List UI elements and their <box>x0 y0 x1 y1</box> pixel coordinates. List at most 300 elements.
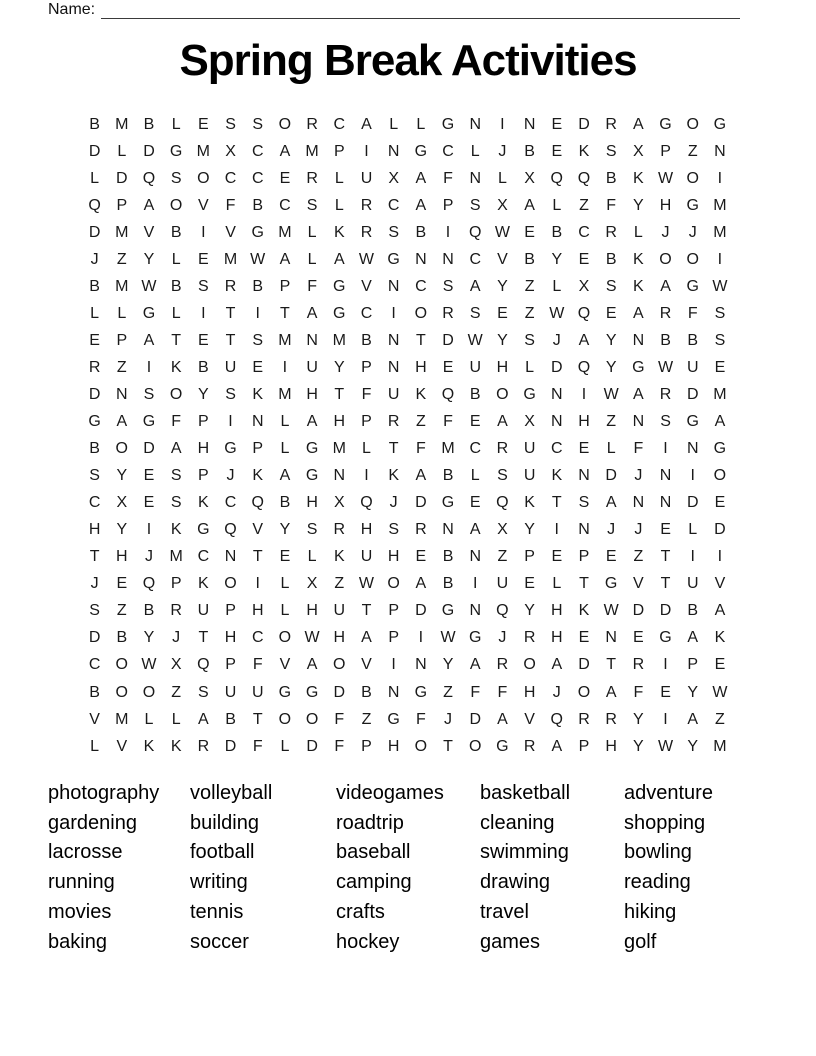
grid-cell[interactable]: N <box>387 358 400 376</box>
grid-cell[interactable]: Y <box>687 737 699 755</box>
grid-cell[interactable]: M <box>169 548 183 566</box>
grid-cell[interactable]: A <box>306 656 318 674</box>
grid-cell[interactable]: O <box>387 575 400 593</box>
grid-cell[interactable]: B <box>252 277 264 295</box>
grid-cell[interactable]: O <box>523 656 536 674</box>
grid-cell[interactable]: N <box>387 142 400 160</box>
grid-cell[interactable]: S <box>388 521 399 539</box>
grid-cell[interactable]: P <box>660 142 671 160</box>
grid-cell[interactable]: O <box>115 440 128 458</box>
grid-cell[interactable]: O <box>305 710 319 728</box>
grid-cell[interactable]: Y <box>442 656 454 674</box>
grid-cell[interactable]: S <box>442 277 454 295</box>
grid-cell[interactable]: P <box>198 413 209 431</box>
grid-cell[interactable]: A <box>551 737 563 755</box>
grid-cell[interactable]: Y <box>198 385 209 403</box>
grid-cell[interactable]: P <box>252 440 264 458</box>
grid-cell[interactable]: T <box>660 548 671 566</box>
grid-cell[interactable]: L <box>389 115 399 133</box>
grid-cell[interactable]: K <box>578 602 590 620</box>
grid-cell[interactable]: R <box>496 656 509 674</box>
grid-cell[interactable]: T <box>198 629 209 647</box>
grid-cell[interactable]: O <box>197 169 210 187</box>
grid-cell[interactable]: N <box>116 385 128 403</box>
grid-cell[interactable]: R <box>197 737 210 755</box>
grid-cell[interactable]: A <box>660 277 671 295</box>
grid-cell[interactable]: A <box>469 521 481 539</box>
grid-cell[interactable]: D <box>88 629 101 647</box>
grid-cell[interactable]: L <box>307 223 317 241</box>
grid-cell[interactable]: A <box>333 250 345 268</box>
grid-cell[interactable]: Y <box>524 602 535 620</box>
grid-cell[interactable]: M <box>196 142 210 160</box>
grid-cell[interactable]: G <box>686 413 699 431</box>
grid-cell[interactable]: N <box>632 331 645 349</box>
grid-cell[interactable]: A <box>361 115 372 133</box>
grid-cell[interactable]: O <box>686 169 699 187</box>
grid-cell[interactable]: G <box>686 277 699 295</box>
grid-cell[interactable]: N <box>686 440 699 458</box>
grid-cell[interactable]: L <box>171 710 181 728</box>
grid-cell[interactable]: K <box>333 223 345 241</box>
grid-cell[interactable]: O <box>115 683 128 701</box>
grid-cell[interactable]: Q <box>441 385 455 403</box>
grid-cell[interactable]: B <box>143 115 155 133</box>
grid-cell[interactable]: A <box>279 467 291 485</box>
grid-cell[interactable]: G <box>305 683 319 701</box>
grid-cell[interactable]: L <box>552 575 562 593</box>
grid-cell[interactable]: J <box>389 494 398 512</box>
grid-cell[interactable]: A <box>687 629 699 647</box>
grid-cell[interactable]: N <box>387 331 400 349</box>
grid-cell[interactable]: Y <box>497 277 508 295</box>
grid-cell[interactable]: C <box>88 494 101 512</box>
grid-cell[interactable]: G <box>333 304 346 322</box>
grid-cell[interactable]: M <box>115 223 129 241</box>
grid-cell[interactable]: Q <box>142 575 156 593</box>
grid-cell[interactable]: H <box>88 521 101 539</box>
grid-cell[interactable]: T <box>606 656 617 674</box>
grid-cell[interactable]: D <box>143 142 155 160</box>
grid-cell[interactable]: I <box>201 304 206 322</box>
grid-cell[interactable]: C <box>387 196 400 214</box>
grid-cell[interactable]: V <box>524 710 535 728</box>
grid-cell[interactable]: E <box>578 440 590 458</box>
grid-cell[interactable]: I <box>364 142 369 160</box>
grid-cell[interactable]: R <box>224 277 237 295</box>
grid-cell[interactable]: F <box>443 169 453 187</box>
grid-cell[interactable]: K <box>333 548 345 566</box>
grid-cell[interactable]: C <box>469 250 481 268</box>
grid-cell[interactable]: B <box>524 142 535 160</box>
grid-cell[interactable]: Q <box>88 196 101 214</box>
grid-cell[interactable]: U <box>224 683 237 701</box>
grid-cell[interactable]: B <box>660 331 671 349</box>
grid-cell[interactable]: H <box>224 629 237 647</box>
grid-cell[interactable]: O <box>224 575 237 593</box>
grid-cell[interactable]: R <box>170 602 182 620</box>
grid-cell[interactable]: R <box>415 521 427 539</box>
grid-cell[interactable]: C <box>251 629 264 647</box>
grid-cell[interactable]: B <box>442 467 454 485</box>
grid-cell[interactable]: M <box>278 331 292 349</box>
grid-cell[interactable]: O <box>414 737 428 755</box>
grid-cell[interactable]: H <box>116 548 128 566</box>
grid-cell[interactable]: N <box>469 548 481 566</box>
grid-cell[interactable]: I <box>690 467 695 485</box>
grid-cell[interactable]: J <box>552 683 561 701</box>
grid-cell[interactable]: U <box>251 683 264 701</box>
grid-cell[interactable]: F <box>307 277 317 295</box>
grid-cell[interactable]: N <box>415 656 427 674</box>
grid-cell[interactable]: D <box>714 521 726 539</box>
grid-cell[interactable]: K <box>170 737 182 755</box>
grid-cell[interactable]: H <box>659 196 672 214</box>
grid-cell[interactable]: H <box>197 440 210 458</box>
grid-cell[interactable]: X <box>225 142 236 160</box>
grid-cell[interactable]: A <box>469 656 481 674</box>
grid-cell[interactable]: F <box>443 413 453 431</box>
grid-cell[interactable]: V <box>361 277 372 295</box>
grid-cell[interactable]: Y <box>279 521 291 539</box>
grid-cell[interactable]: R <box>333 521 346 539</box>
grid-cell[interactable]: J <box>634 467 643 485</box>
grid-cell[interactable]: A <box>116 413 128 431</box>
grid-cell[interactable]: P <box>442 196 454 214</box>
grid-cell[interactable]: E <box>578 250 590 268</box>
grid-cell[interactable]: H <box>415 358 427 376</box>
grid-cell[interactable]: L <box>362 440 371 458</box>
grid-cell[interactable]: Z <box>415 413 426 431</box>
grid-cell[interactable]: S <box>143 385 155 403</box>
grid-cell[interactable]: P <box>578 548 590 566</box>
grid-cell[interactable]: Y <box>633 196 644 214</box>
grid-cell[interactable]: D <box>415 602 427 620</box>
grid-cell[interactable]: X <box>524 169 535 187</box>
grid-cell[interactable]: D <box>88 385 101 403</box>
grid-cell[interactable]: M <box>713 196 727 214</box>
grid-cell[interactable]: I <box>418 629 424 647</box>
grid-cell[interactable]: C <box>333 115 346 133</box>
grid-cell[interactable]: N <box>387 683 400 701</box>
grid-cell[interactable]: Z <box>606 413 617 431</box>
grid-cell[interactable]: Z <box>579 196 589 214</box>
grid-cell[interactable]: M <box>713 223 727 241</box>
grid-cell[interactable]: W <box>603 602 619 620</box>
grid-cell[interactable]: G <box>468 629 482 647</box>
grid-cell[interactable]: X <box>578 277 590 295</box>
grid-cell[interactable]: B <box>551 223 563 241</box>
grid-cell[interactable]: A <box>469 277 481 295</box>
grid-cell[interactable]: J <box>144 548 153 566</box>
grid-cell[interactable]: S <box>497 467 508 485</box>
grid-cell[interactable]: N <box>714 142 726 160</box>
grid-cell[interactable]: I <box>201 223 206 241</box>
grid-cell[interactable]: D <box>578 115 590 133</box>
grid-cell[interactable]: G <box>169 142 183 160</box>
grid-cell[interactable]: J <box>634 521 643 539</box>
grid-cell[interactable]: L <box>525 358 535 376</box>
grid-cell[interactable]: Z <box>361 710 372 728</box>
grid-cell[interactable]: J <box>172 629 181 647</box>
grid-cell[interactable]: E <box>660 683 671 701</box>
grid-cell[interactable]: G <box>278 683 292 701</box>
grid-cell[interactable]: Q <box>496 494 509 512</box>
grid-cell[interactable]: O <box>686 250 699 268</box>
grid-cell[interactable]: L <box>171 250 181 268</box>
grid-cell[interactable]: Y <box>605 358 617 376</box>
grid-cell[interactable]: H <box>387 548 400 566</box>
grid-cell[interactable]: A <box>361 629 372 647</box>
grid-cell[interactable]: T <box>225 331 236 349</box>
grid-cell[interactable]: M <box>305 142 319 160</box>
grid-cell[interactable]: M <box>223 250 238 268</box>
grid-cell[interactable]: I <box>717 250 723 268</box>
grid-cell[interactable]: L <box>307 548 317 566</box>
grid-cell[interactable]: I <box>663 656 668 674</box>
grid-cell[interactable]: K <box>714 629 726 647</box>
grid-cell[interactable]: S <box>605 277 617 295</box>
grid-cell[interactable]: E <box>524 575 535 593</box>
grid-cell[interactable]: N <box>632 494 645 512</box>
grid-cell[interactable]: U <box>306 358 318 376</box>
grid-cell[interactable]: O <box>468 737 482 755</box>
grid-cell[interactable]: W <box>549 304 565 322</box>
grid-cell[interactable]: N <box>224 548 237 566</box>
grid-cell[interactable]: Y <box>333 358 345 376</box>
grid-cell[interactable]: B <box>89 115 100 133</box>
grid-cell[interactable]: D <box>659 602 672 620</box>
grid-cell[interactable]: B <box>89 683 100 701</box>
grid-cell[interactable]: Z <box>497 548 508 566</box>
grid-cell[interactable]: H <box>333 629 346 647</box>
grid-cell[interactable]: B <box>170 277 182 295</box>
grid-cell[interactable]: A <box>415 196 427 214</box>
grid-cell[interactable]: L <box>334 196 344 214</box>
grid-cell[interactable]: F <box>633 683 644 701</box>
grid-cell[interactable]: L <box>552 277 562 295</box>
grid-cell[interactable]: N <box>578 467 590 485</box>
grid-cell[interactable]: P <box>361 413 372 431</box>
grid-cell[interactable]: A <box>605 683 617 701</box>
grid-cell[interactable]: N <box>469 169 481 187</box>
grid-cell[interactable]: S <box>198 277 209 295</box>
grid-cell[interactable]: E <box>116 575 128 593</box>
name-fill-in-line[interactable] <box>101 2 740 19</box>
grid-cell[interactable]: B <box>116 629 128 647</box>
grid-cell[interactable]: P <box>279 277 291 295</box>
grid-cell[interactable]: C <box>197 548 210 566</box>
grid-cell[interactable]: C <box>251 142 264 160</box>
grid-cell[interactable]: E <box>279 548 291 566</box>
grid-cell[interactable]: Z <box>524 277 535 295</box>
grid-cell[interactable]: E <box>143 467 155 485</box>
grid-cell[interactable]: Z <box>116 358 127 376</box>
grid-cell[interactable]: E <box>524 223 535 241</box>
grid-cell[interactable]: G <box>305 467 319 485</box>
grid-cell[interactable]: L <box>280 440 290 458</box>
grid-cell[interactable]: I <box>472 575 478 593</box>
grid-cell[interactable]: F <box>334 737 345 755</box>
grid-cell[interactable]: N <box>306 331 318 349</box>
grid-cell[interactable]: Y <box>605 331 617 349</box>
grid-cell[interactable]: N <box>469 602 481 620</box>
grid-cell[interactable]: D <box>686 385 699 403</box>
grid-cell[interactable]: D <box>578 656 590 674</box>
grid-cell[interactable]: E <box>143 494 155 512</box>
grid-cell[interactable]: S <box>306 196 318 214</box>
grid-cell[interactable]: L <box>470 467 480 485</box>
grid-cell[interactable]: G <box>414 683 428 701</box>
grid-cell[interactable]: E <box>198 331 209 349</box>
grid-cell[interactable]: A <box>415 467 427 485</box>
grid-cell[interactable]: Y <box>551 250 563 268</box>
grid-cell[interactable]: O <box>142 683 156 701</box>
grid-cell[interactable]: J <box>552 331 561 349</box>
grid-cell[interactable]: K <box>170 521 182 539</box>
grid-cell[interactable]: O <box>496 385 509 403</box>
grid-cell[interactable]: W <box>358 250 375 268</box>
grid-cell[interactable]: F <box>415 440 426 458</box>
grid-cell[interactable]: X <box>388 169 399 187</box>
grid-cell[interactable]: F <box>687 304 698 322</box>
grid-cell[interactable]: N <box>442 521 454 539</box>
grid-cell[interactable]: L <box>280 602 290 620</box>
grid-cell[interactable]: N <box>632 413 645 431</box>
grid-cell[interactable]: H <box>251 602 264 620</box>
grid-cell[interactable]: F <box>361 385 372 403</box>
grid-cell[interactable]: G <box>441 115 455 133</box>
grid-cell[interactable]: R <box>306 115 318 133</box>
grid-cell[interactable]: Q <box>224 521 237 539</box>
grid-cell[interactable]: P <box>225 656 236 674</box>
grid-cell[interactable]: Z <box>116 250 127 268</box>
grid-cell[interactable]: G <box>251 223 264 241</box>
grid-cell[interactable]: W <box>358 575 375 593</box>
grid-cell[interactable]: L <box>470 142 480 160</box>
grid-cell[interactable]: F <box>171 413 182 431</box>
grid-cell[interactable]: T <box>388 440 399 458</box>
grid-cell[interactable]: E <box>578 629 590 647</box>
grid-cell[interactable]: A <box>578 331 590 349</box>
grid-cell[interactable]: P <box>116 331 128 349</box>
grid-cell[interactable]: B <box>605 169 617 187</box>
grid-cell[interactable]: U <box>360 169 373 187</box>
grid-cell[interactable]: G <box>713 440 727 458</box>
grid-cell[interactable]: M <box>441 440 455 458</box>
grid-cell[interactable]: U <box>333 602 346 620</box>
grid-cell[interactable]: W <box>603 385 619 403</box>
grid-cell[interactable]: Y <box>524 521 535 539</box>
grid-cell[interactable]: I <box>663 710 668 728</box>
grid-cell[interactable]: A <box>279 142 291 160</box>
grid-cell[interactable]: S <box>714 331 726 349</box>
grid-cell[interactable]: R <box>605 710 617 728</box>
grid-cell[interactable]: P <box>116 196 128 214</box>
grid-cell[interactable]: A <box>279 250 291 268</box>
grid-cell[interactable]: L <box>280 413 290 431</box>
grid-cell[interactable]: E <box>198 250 209 268</box>
grid-cell[interactable]: P <box>388 629 399 647</box>
grid-cell[interactable]: X <box>497 196 508 214</box>
grid-cell[interactable]: P <box>687 656 699 674</box>
grid-cell[interactable]: I <box>146 358 152 376</box>
grid-cell[interactable]: N <box>469 115 481 133</box>
grid-cell[interactable]: K <box>633 277 644 295</box>
grid-cell[interactable]: Z <box>633 548 644 566</box>
grid-cell[interactable]: G <box>496 737 509 755</box>
grid-cell[interactable]: E <box>605 304 617 322</box>
grid-cell[interactable]: S <box>89 467 100 485</box>
grid-cell[interactable]: X <box>116 494 128 512</box>
grid-cell[interactable]: G <box>713 115 727 133</box>
grid-cell[interactable]: A <box>198 710 209 728</box>
grid-cell[interactable]: H <box>551 602 563 620</box>
grid-cell[interactable]: K <box>415 385 427 403</box>
grid-cell[interactable]: V <box>714 575 726 593</box>
grid-cell[interactable]: E <box>551 142 563 160</box>
grid-cell[interactable]: O <box>278 710 292 728</box>
grid-cell[interactable]: K <box>551 467 563 485</box>
grid-cell[interactable]: F <box>252 656 263 674</box>
grid-cell[interactable]: G <box>523 385 536 403</box>
grid-cell[interactable]: E <box>551 115 563 133</box>
grid-cell[interactable]: Q <box>550 710 563 728</box>
grid-cell[interactable]: G <box>414 142 428 160</box>
grid-cell[interactable]: N <box>551 385 563 403</box>
grid-cell[interactable]: A <box>714 413 726 431</box>
grid-cell[interactable]: L <box>144 710 154 728</box>
grid-cell[interactable]: R <box>387 413 400 431</box>
grid-cell[interactable]: A <box>551 656 563 674</box>
grid-cell[interactable]: E <box>279 169 291 187</box>
grid-cell[interactable]: X <box>306 575 318 593</box>
grid-cell[interactable]: P <box>388 602 399 620</box>
grid-cell[interactable]: H <box>605 737 617 755</box>
grid-cell[interactable]: O <box>686 115 699 133</box>
grid-cell[interactable]: O <box>169 196 183 214</box>
grid-cell[interactable]: Q <box>577 358 591 376</box>
grid-cell[interactable]: G <box>632 358 645 376</box>
grid-cell[interactable]: D <box>224 737 237 755</box>
grid-cell[interactable]: N <box>605 629 617 647</box>
grid-cell[interactable]: E <box>605 548 617 566</box>
grid-cell[interactable]: X <box>524 413 535 431</box>
grid-cell[interactable]: T <box>660 575 671 593</box>
grid-cell[interactable]: S <box>89 602 100 620</box>
grid-cell[interactable]: E <box>442 358 454 376</box>
grid-cell[interactable]: U <box>360 548 373 566</box>
grid-cell[interactable]: I <box>282 358 288 376</box>
grid-cell[interactable]: B <box>89 277 100 295</box>
grid-cell[interactable]: D <box>686 494 699 512</box>
grid-cell[interactable]: E <box>714 358 726 376</box>
grid-cell[interactable]: I <box>690 548 695 566</box>
grid-cell[interactable]: R <box>578 710 590 728</box>
grid-cell[interactable]: G <box>197 521 210 539</box>
grid-cell[interactable]: S <box>170 169 182 187</box>
grid-cell[interactable]: D <box>88 223 101 241</box>
grid-cell[interactable]: A <box>633 385 644 403</box>
grid-cell[interactable]: B <box>442 575 454 593</box>
grid-cell[interactable]: V <box>198 196 209 214</box>
grid-cell[interactable]: O <box>659 250 672 268</box>
grid-cell[interactable]: N <box>523 115 536 133</box>
grid-cell[interactable]: P <box>361 737 372 755</box>
grid-cell[interactable]: Y <box>687 683 699 701</box>
grid-cell[interactable]: C <box>251 169 264 187</box>
grid-cell[interactable]: S <box>225 385 236 403</box>
